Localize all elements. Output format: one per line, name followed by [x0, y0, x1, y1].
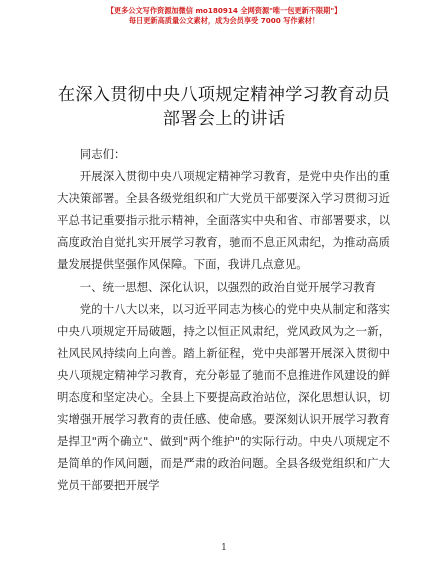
document-title: 在深入贯彻中央八项规定精神学习教育动员部署会上的讲话: [57, 85, 391, 129]
paragraph-intro: 开展深入贯彻中央八项规定精神学习教育，是党中央作出的重大决策部署。全县各级党组织和广大党员干部要深入学习贯彻习近平总书记重要指示批示精神，全面落实中央和省、市部署要求，以高度政治自觉扎实开展学习教育，驰而不息正风肃纪，为推动高质量发展提供坚强作风保障。下面，我讲几点意见。: [57, 169, 390, 272]
document-body: [57, 143, 390, 497]
salutation: 同志们：: [79, 147, 126, 161]
paragraph-section-1: 党的十八大以来，以习近平同志为核心的党中央从制定和落实中央八项规定开局破题，持之以恒正风肃纪，党风政风为之一新，社风民风持续向上向善。踏上新征程，党中央部署开展深入贯彻中央八项规定精神学习教育，充分彰显了驰而不息推进作风建设的鲜明态度和坚定决心。全县上下要提高政治站位，深化思想认识，切实增强开展学习教育的责任感、使命感。要深刻认识开展学习教育是捍卫"两个确立"、做到"两个维护"的实际行动。中央八项规定不是简单的作风问题，而是严肃的政治问题。全县各级党组织和广大党员干部要把开展学: [57, 301, 390, 493]
section-heading-1: 一、统一思想、深化认识，以强烈的政治自觉开展学习教育: [79, 279, 376, 294]
promo-banner-line-1: 【更多公文写作资源加微信 mo180914 全网资源"唯一包更新不限期"】: [106, 6, 342, 15]
page-number: 1: [221, 543, 227, 553]
promo-banner: [0, 6, 448, 26]
promo-banner-line-2: 每日更新高质量公文素材，成为会员享受 7000 写作素材！: [128, 16, 320, 25]
